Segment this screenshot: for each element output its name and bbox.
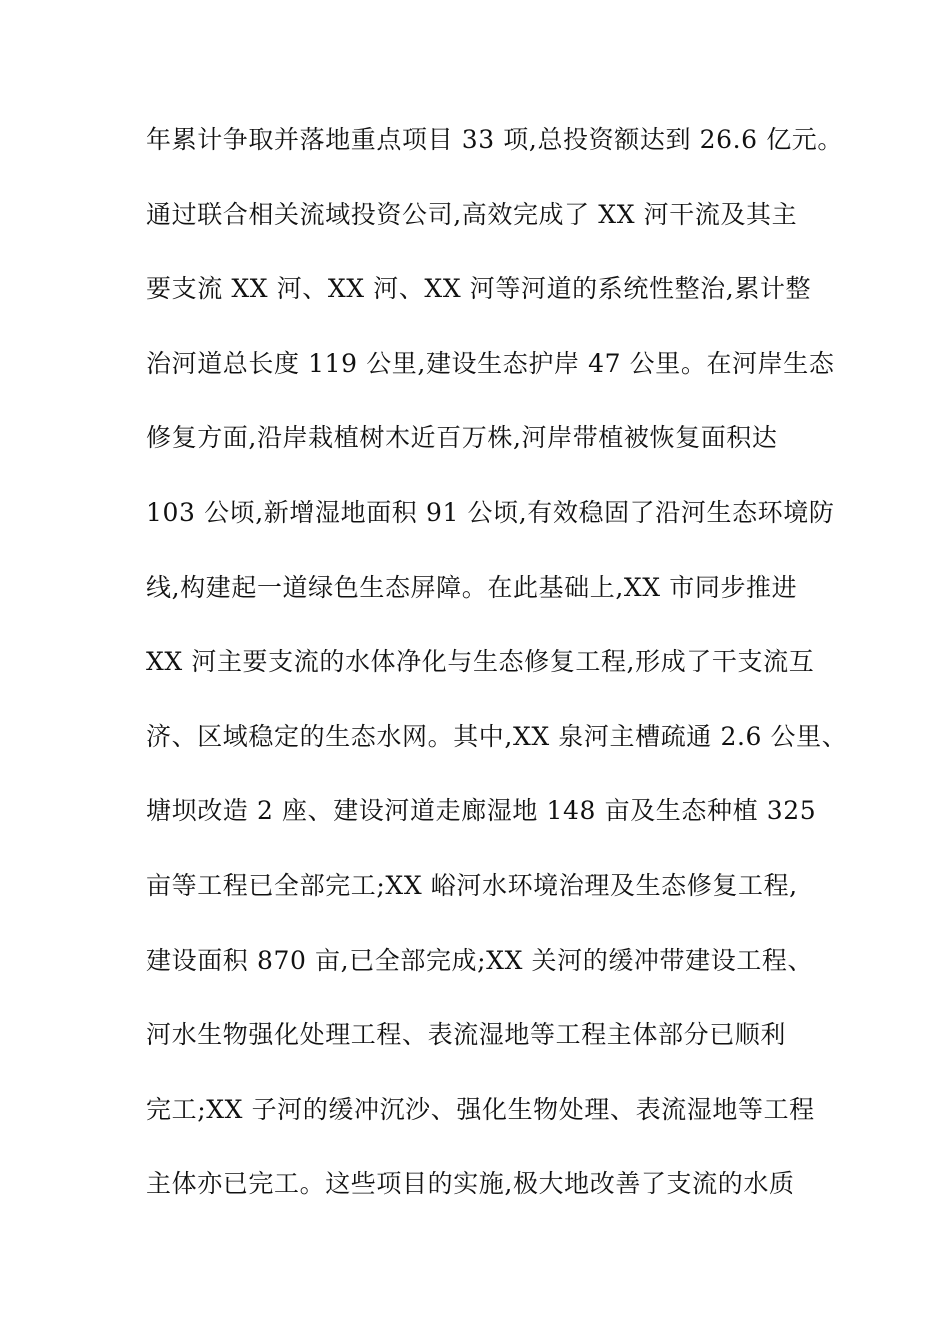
- paragraph-line: 年累计争取并落地重点项目 33 项,总投资额达到 26.6 亿元。: [146, 125, 844, 154]
- body-paragraph: [146, 117, 848, 1236]
- paragraph-line: 完工;XX 子河的缓冲沉沙、强化生物处理、表流湿地等工程: [146, 1094, 815, 1124]
- paragraph-line: XX 河主要支流的水体净化与生态修复工程,形成了干支流互: [146, 647, 815, 677]
- paragraph-line: 济、区域稳定的生态水网。其中,XX 泉河主槽疏通 2.6 公里、: [146, 721, 848, 751]
- paragraph-line: 塘坝改造 2 座、建设河道走廊湿地 148 亩及生态种植 325: [146, 796, 817, 826]
- paragraph-line: 亩等工程已全部完工;XX 峪河水环境治理及生态修复工程,: [146, 870, 798, 900]
- paragraph-line: 治河道总长度 119 公里,建设生态护岸 47 公里。在河岸生态: [146, 348, 835, 378]
- paragraph-line: 通过联合相关流域投资公司,高效完成了 XX 河干流及其主: [146, 199, 798, 229]
- paragraph-line: 河水生物强化处理工程、表流湿地等工程主体部分已顺利: [146, 1020, 787, 1050]
- paragraph-line: 线,构建起一道绿色生态屏障。在此基础上,XX 市同步推进: [146, 572, 798, 602]
- paragraph-line: 103 公顷,新增湿地面积 91 公顷,有效稳固了沿河生态环境防: [146, 497, 835, 527]
- paragraph-line: 建设面积 870 亩,已全部完成;XX 关河的缓冲带建设工程、: [146, 945, 814, 975]
- paragraph-line: 要支流 XX 河、XX 河、XX 河等河道的系统性整治,累计整: [146, 274, 812, 304]
- paragraph-line: 主体亦已完工。这些项目的实施,极大地改善了支流的水质: [146, 1169, 795, 1199]
- paragraph-line: 修复方面,沿岸栽植树木近百万株,河岸带植被恢复面积达: [146, 423, 778, 453]
